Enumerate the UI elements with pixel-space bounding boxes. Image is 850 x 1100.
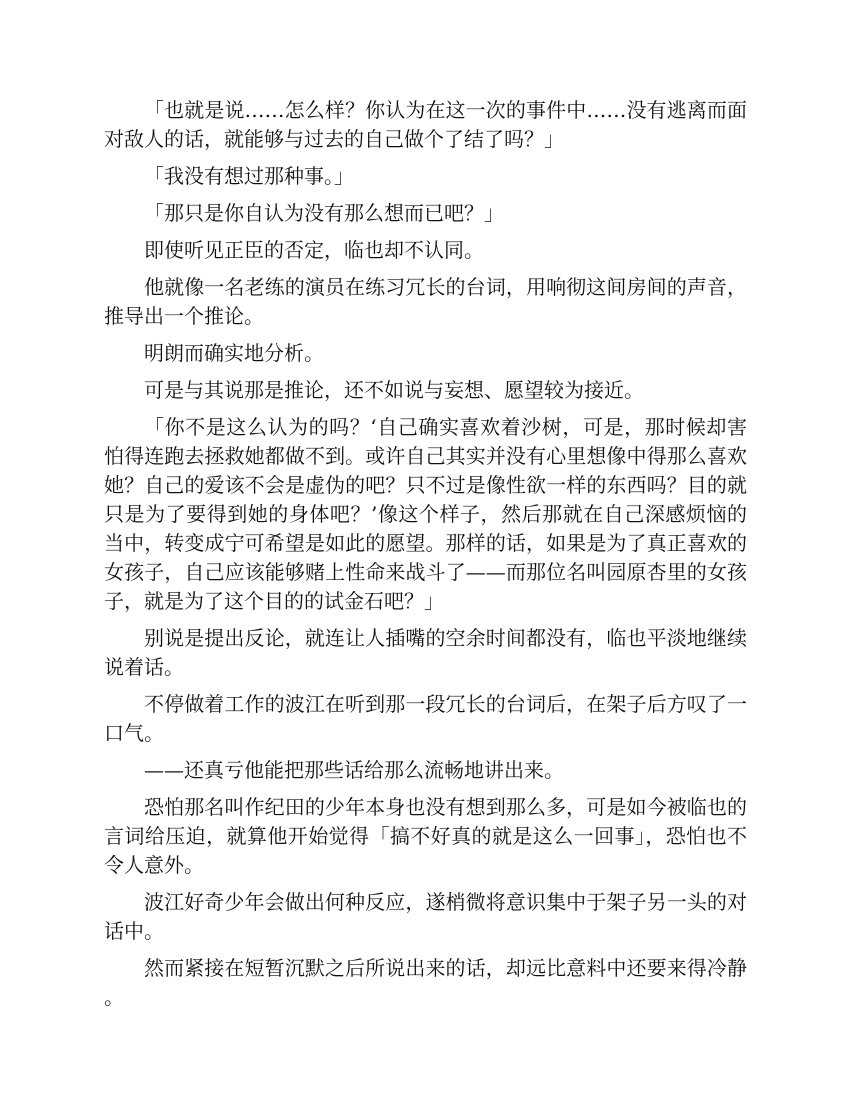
paragraph: 「我没有想过那种事。」 [144,164,354,188]
paragraph: 不停做着工作的波江在听到那一段冗长的台词后，在架子后方叹了一口气。 [104,692,747,745]
paragraph: 「那只是你自认为没有那么想而已吧？」 [144,201,504,225]
paragraph: 波江好奇少年会做出何种反应，遂梢微将意识集中于架子另一头的对话中。 [104,890,747,943]
paragraph: 他就像一名老练的演员在练习冗长的台词，用响彻这间房间的声音，推导出一个推论。 [104,275,747,328]
paragraph: 「也就是说……怎么样？你认为在这一次的事件中……没有逃离而面对敌人的话，就能够与过去的自己做个了结了吗？」 [104,98,747,151]
paragraph: 明朗而确实地分析。 [144,341,324,365]
body-text [104,96,747,1020]
paragraph: 别说是提出反论，就连让人插嘴的空余时间都没有，临也平淡地继续说着话。 [104,626,747,679]
paragraph: 然而紧接在短暂沉默之后所说出来的话，却远比意料中还要来得冷静。 [104,956,747,1009]
paragraph: 可是与其说那是推论，还不如说与妄想、愿望较为接近。 [144,378,644,402]
paragraph: ——还真亏他能把那些话给那么流畅地讲出来。 [144,758,564,782]
paragraph: 「你不是这么认为的吗？‘自己确实喜欢着沙树，可是，那时候却害怕得连跑去拯救她都做不到。或许自己其实并没有心里想像中得那么喜欢她？自己的爱该不会是虚伪的吧？只不过是像性欲一样的东西吗？目的就只是为了要得到她的身体吧？’像这个样子，然后那就在自己深感烦恼的当中，转变成宁可希望是如此的愿望。那样的话，如果是为了真正喜欢的女孩子，自己应该能够赌上性命来战斗了——而那位名叫园原杏里的女孩子，就是为了这个目的的试金石吧？」 [104,415,747,613]
paragraph: 即使听见正臣的否定，临也却不认同。 [144,238,484,262]
paragraph: 恐怕那名叫作纪田的少年本身也没有想到那么多，可是如今被临也的言词给压迫，就算他开始觉得「搞不好真的就是这么一回事」，恐怕也不令人意外。 [104,795,747,877]
